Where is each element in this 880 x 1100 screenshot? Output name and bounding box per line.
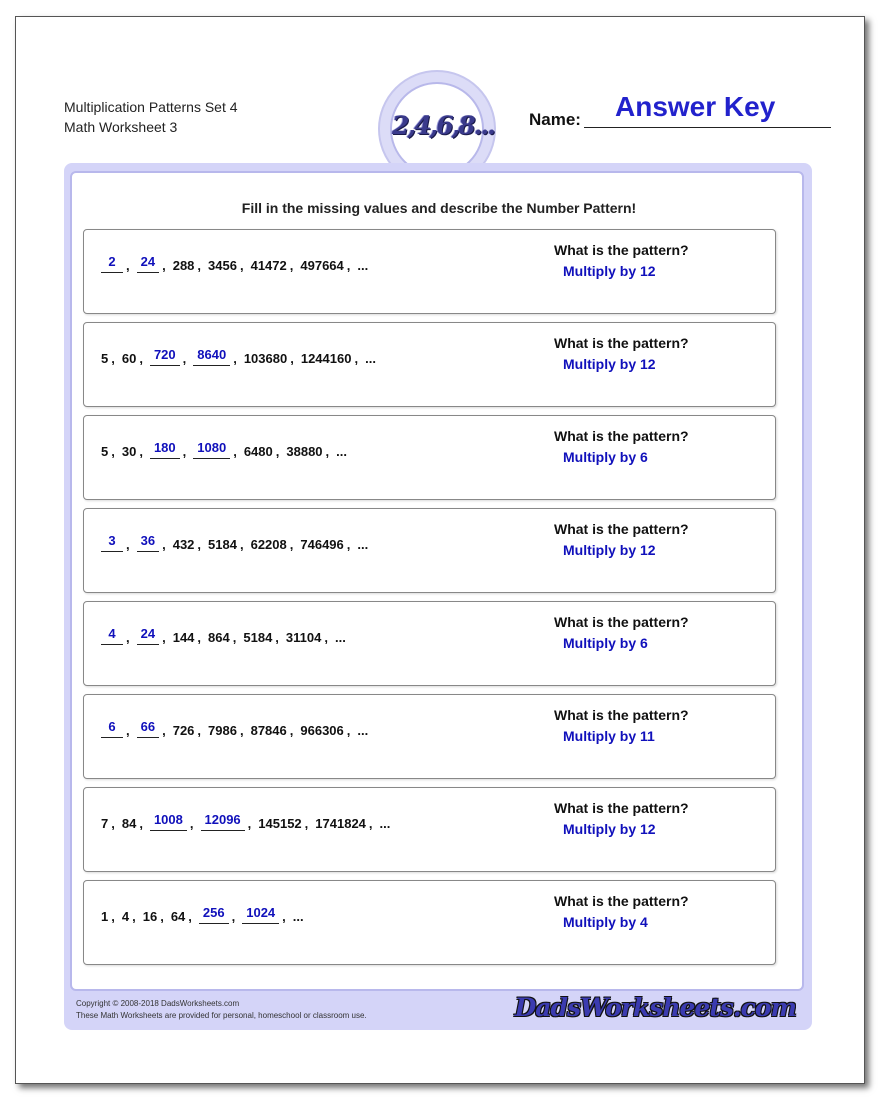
logo-text: 2,4,6,8... — [392, 111, 494, 140]
comma-separator: , — [160, 909, 164, 924]
pattern-question: What is the pattern? — [554, 521, 689, 537]
comma-separator: , — [126, 723, 130, 738]
comma-separator: , — [162, 537, 166, 552]
comma-separator: , — [239, 258, 244, 273]
answer-blank[interactable]: 1080 — [193, 440, 230, 459]
number-sequence — [101, 440, 347, 459]
pattern-question: What is the pattern? — [554, 242, 689, 258]
sequence-term: 746496 — [300, 537, 344, 552]
answer-key-text: Answer Key — [615, 91, 776, 122]
comma-separator: , — [289, 537, 294, 552]
comma-separator: , — [354, 351, 359, 366]
sequence-term: 7 — [101, 816, 109, 831]
sequence-term: 5 — [101, 351, 109, 366]
sequence-term: 64 — [170, 909, 186, 924]
answer-blank[interactable]: 12096 — [201, 812, 245, 831]
sequence-term: 726 — [172, 723, 195, 738]
problem-row — [83, 322, 776, 407]
comma-separator: , — [346, 537, 351, 552]
comma-separator: , — [346, 258, 351, 273]
sequence-term: 3456 — [208, 258, 237, 273]
sequence-term: 31104 — [285, 630, 322, 645]
answer-blank[interactable]: 180 — [150, 440, 180, 459]
answer-blank[interactable]: 6 — [101, 719, 123, 738]
problem-row — [83, 508, 776, 593]
sequence-term: 5184 — [243, 630, 273, 645]
problem-row — [83, 694, 776, 779]
worksheet-header — [64, 97, 238, 137]
sequence-term: 60 — [121, 351, 137, 366]
comma-separator: , — [290, 351, 294, 366]
answer-blank[interactable]: 3 — [101, 533, 123, 552]
comma-separator: , — [233, 444, 237, 459]
pattern-answer[interactable]: Multiply by 12 — [563, 542, 656, 558]
pattern-question: What is the pattern? — [554, 707, 689, 723]
number-sequence — [101, 812, 390, 831]
number-sequence — [101, 905, 304, 924]
worksheet-title: Multiplication Patterns Set 4 — [64, 99, 238, 115]
sequence-term: ... — [357, 537, 369, 552]
comma-separator: , — [275, 630, 279, 645]
sequence-term: 87846 — [250, 723, 287, 738]
copyright-text: Copyright © 2008-2018 DadsWorksheets.com — [76, 999, 240, 1008]
brand-logo: DadsWorksheets.com — [514, 993, 796, 1022]
sequence-term: ... — [292, 909, 304, 924]
name-line — [584, 127, 831, 128]
problem-row — [83, 787, 776, 872]
number-sequence — [101, 626, 346, 645]
comma-separator: , — [346, 723, 351, 738]
problem-row — [83, 880, 776, 965]
sequence-term: 1741824 — [315, 816, 366, 831]
sequence-term: ... — [334, 630, 346, 645]
comma-separator: , — [182, 444, 187, 459]
logo-inner-circle — [390, 82, 494, 176]
answer-blank[interactable]: 36 — [137, 533, 159, 552]
sequence-term: 5184 — [208, 537, 237, 552]
comma-separator: , — [111, 909, 115, 924]
pattern-answer[interactable]: Multiply by 4 — [563, 914, 648, 930]
sequence-term: 16 — [142, 909, 158, 924]
comma-separator: , — [197, 630, 202, 645]
comma-separator: , — [162, 258, 166, 273]
comma-separator: , — [368, 816, 373, 831]
comma-separator: , — [162, 723, 166, 738]
answer-blank[interactable]: 2 — [101, 254, 123, 273]
pattern-question: What is the pattern? — [554, 428, 689, 444]
pattern-question: What is the pattern? — [554, 614, 689, 630]
comma-separator: , — [232, 630, 237, 645]
comma-separator: , — [239, 723, 244, 738]
pattern-answer[interactable]: Multiply by 6 — [563, 635, 648, 651]
comma-separator: , — [126, 630, 130, 645]
answer-blank[interactable]: 8640 — [193, 347, 230, 366]
sequence-term: 62208 — [250, 537, 287, 552]
sequence-term: ... — [336, 444, 347, 459]
number-sequence — [101, 347, 376, 366]
footer — [64, 991, 812, 1030]
comma-separator: , — [197, 723, 202, 738]
sequence-term: ... — [357, 723, 369, 738]
pattern-question: What is the pattern? — [554, 335, 689, 351]
comma-separator: , — [239, 537, 244, 552]
sequence-term: 144 — [172, 630, 195, 645]
instructions: Fill in the missing values and describe the Number Pattern! — [241, 200, 637, 216]
comma-separator: , — [132, 909, 136, 924]
comma-separator: , — [247, 816, 252, 831]
comma-separator: , — [126, 258, 130, 273]
comma-separator: , — [182, 351, 187, 366]
name-label: Name: — [529, 110, 581, 129]
pattern-answer[interactable]: Multiply by 12 — [563, 356, 656, 372]
number-sequence — [101, 254, 368, 273]
comma-separator: , — [197, 258, 202, 273]
comma-separator: , — [282, 909, 286, 924]
answer-blank[interactable]: 1008 — [150, 812, 187, 831]
sequence-term: 84 — [121, 816, 137, 831]
answer-blank[interactable]: 1024 — [242, 905, 279, 924]
comma-separator: , — [231, 909, 236, 924]
problem-row — [83, 229, 776, 314]
worksheet-subtitle: Math Worksheet 3 — [64, 119, 178, 135]
comma-separator: , — [139, 351, 143, 366]
comma-separator: , — [189, 816, 194, 831]
sequence-term: 5 — [101, 444, 109, 459]
problem-row — [83, 601, 776, 686]
answer-blank[interactable]: 66 — [137, 719, 159, 738]
comma-separator: , — [197, 537, 202, 552]
comma-separator: , — [275, 444, 280, 459]
comma-separator: , — [139, 444, 143, 459]
answer-blank[interactable]: 24 — [137, 254, 159, 273]
pattern-question: What is the pattern? — [554, 893, 689, 909]
sequence-term: ... — [379, 816, 391, 831]
sequence-term: 7986 — [208, 723, 237, 738]
answer-blank[interactable]: 24 — [137, 626, 159, 645]
sequence-term: 38880 — [286, 444, 323, 459]
sequence-term: 1 — [101, 909, 109, 924]
comma-separator: , — [233, 351, 237, 366]
sequence-term: 1244160 — [300, 351, 352, 366]
comma-separator: , — [325, 444, 330, 459]
pattern-answer[interactable]: Multiply by 11 — [563, 728, 655, 744]
problem-row — [83, 415, 776, 500]
sequence-term: 432 — [172, 537, 195, 552]
sequence-term: 41472 — [250, 258, 287, 273]
sequence-term: 145152 — [258, 816, 302, 831]
sequence-term: 497664 — [300, 258, 344, 273]
comma-separator: , — [111, 444, 115, 459]
comma-separator: , — [188, 909, 192, 924]
comma-separator: , — [289, 258, 294, 273]
number-sequence — [101, 719, 368, 738]
pattern-answer[interactable]: Multiply by 12 — [563, 821, 656, 837]
answer-blank[interactable]: 256 — [199, 905, 229, 924]
comma-separator: , — [111, 351, 115, 366]
pattern-answer[interactable]: Multiply by 6 — [563, 449, 648, 465]
comma-separator: , — [324, 630, 328, 645]
pattern-answer[interactable]: Multiply by 12 — [563, 263, 656, 279]
comma-separator: , — [162, 630, 166, 645]
comma-separator: , — [111, 816, 115, 831]
sequence-term: 4 — [121, 909, 130, 924]
sequence-term: 288 — [172, 258, 195, 273]
sequence-term: 103680 — [243, 351, 288, 366]
comma-separator: , — [304, 816, 309, 831]
comma-separator: , — [139, 816, 143, 831]
sequence-term: 30 — [121, 444, 137, 459]
pattern-question: What is the pattern? — [554, 800, 689, 816]
sequence-term: ... — [357, 258, 369, 273]
sequence-term: 966306 — [300, 723, 344, 738]
comma-separator: , — [289, 723, 294, 738]
usage-note: These Math Worksheets are provided for personal, homeschool or classroom use. — [76, 1011, 367, 1020]
sequence-term: ... — [365, 351, 376, 366]
number-sequence — [101, 533, 368, 552]
sequence-term: 864 — [208, 630, 230, 645]
answer-blank[interactable]: 4 — [101, 626, 123, 645]
answer-blank[interactable]: 720 — [150, 347, 180, 366]
copyright-block — [76, 998, 367, 1022]
sequence-term: 6480 — [243, 444, 273, 459]
comma-separator: , — [126, 537, 130, 552]
